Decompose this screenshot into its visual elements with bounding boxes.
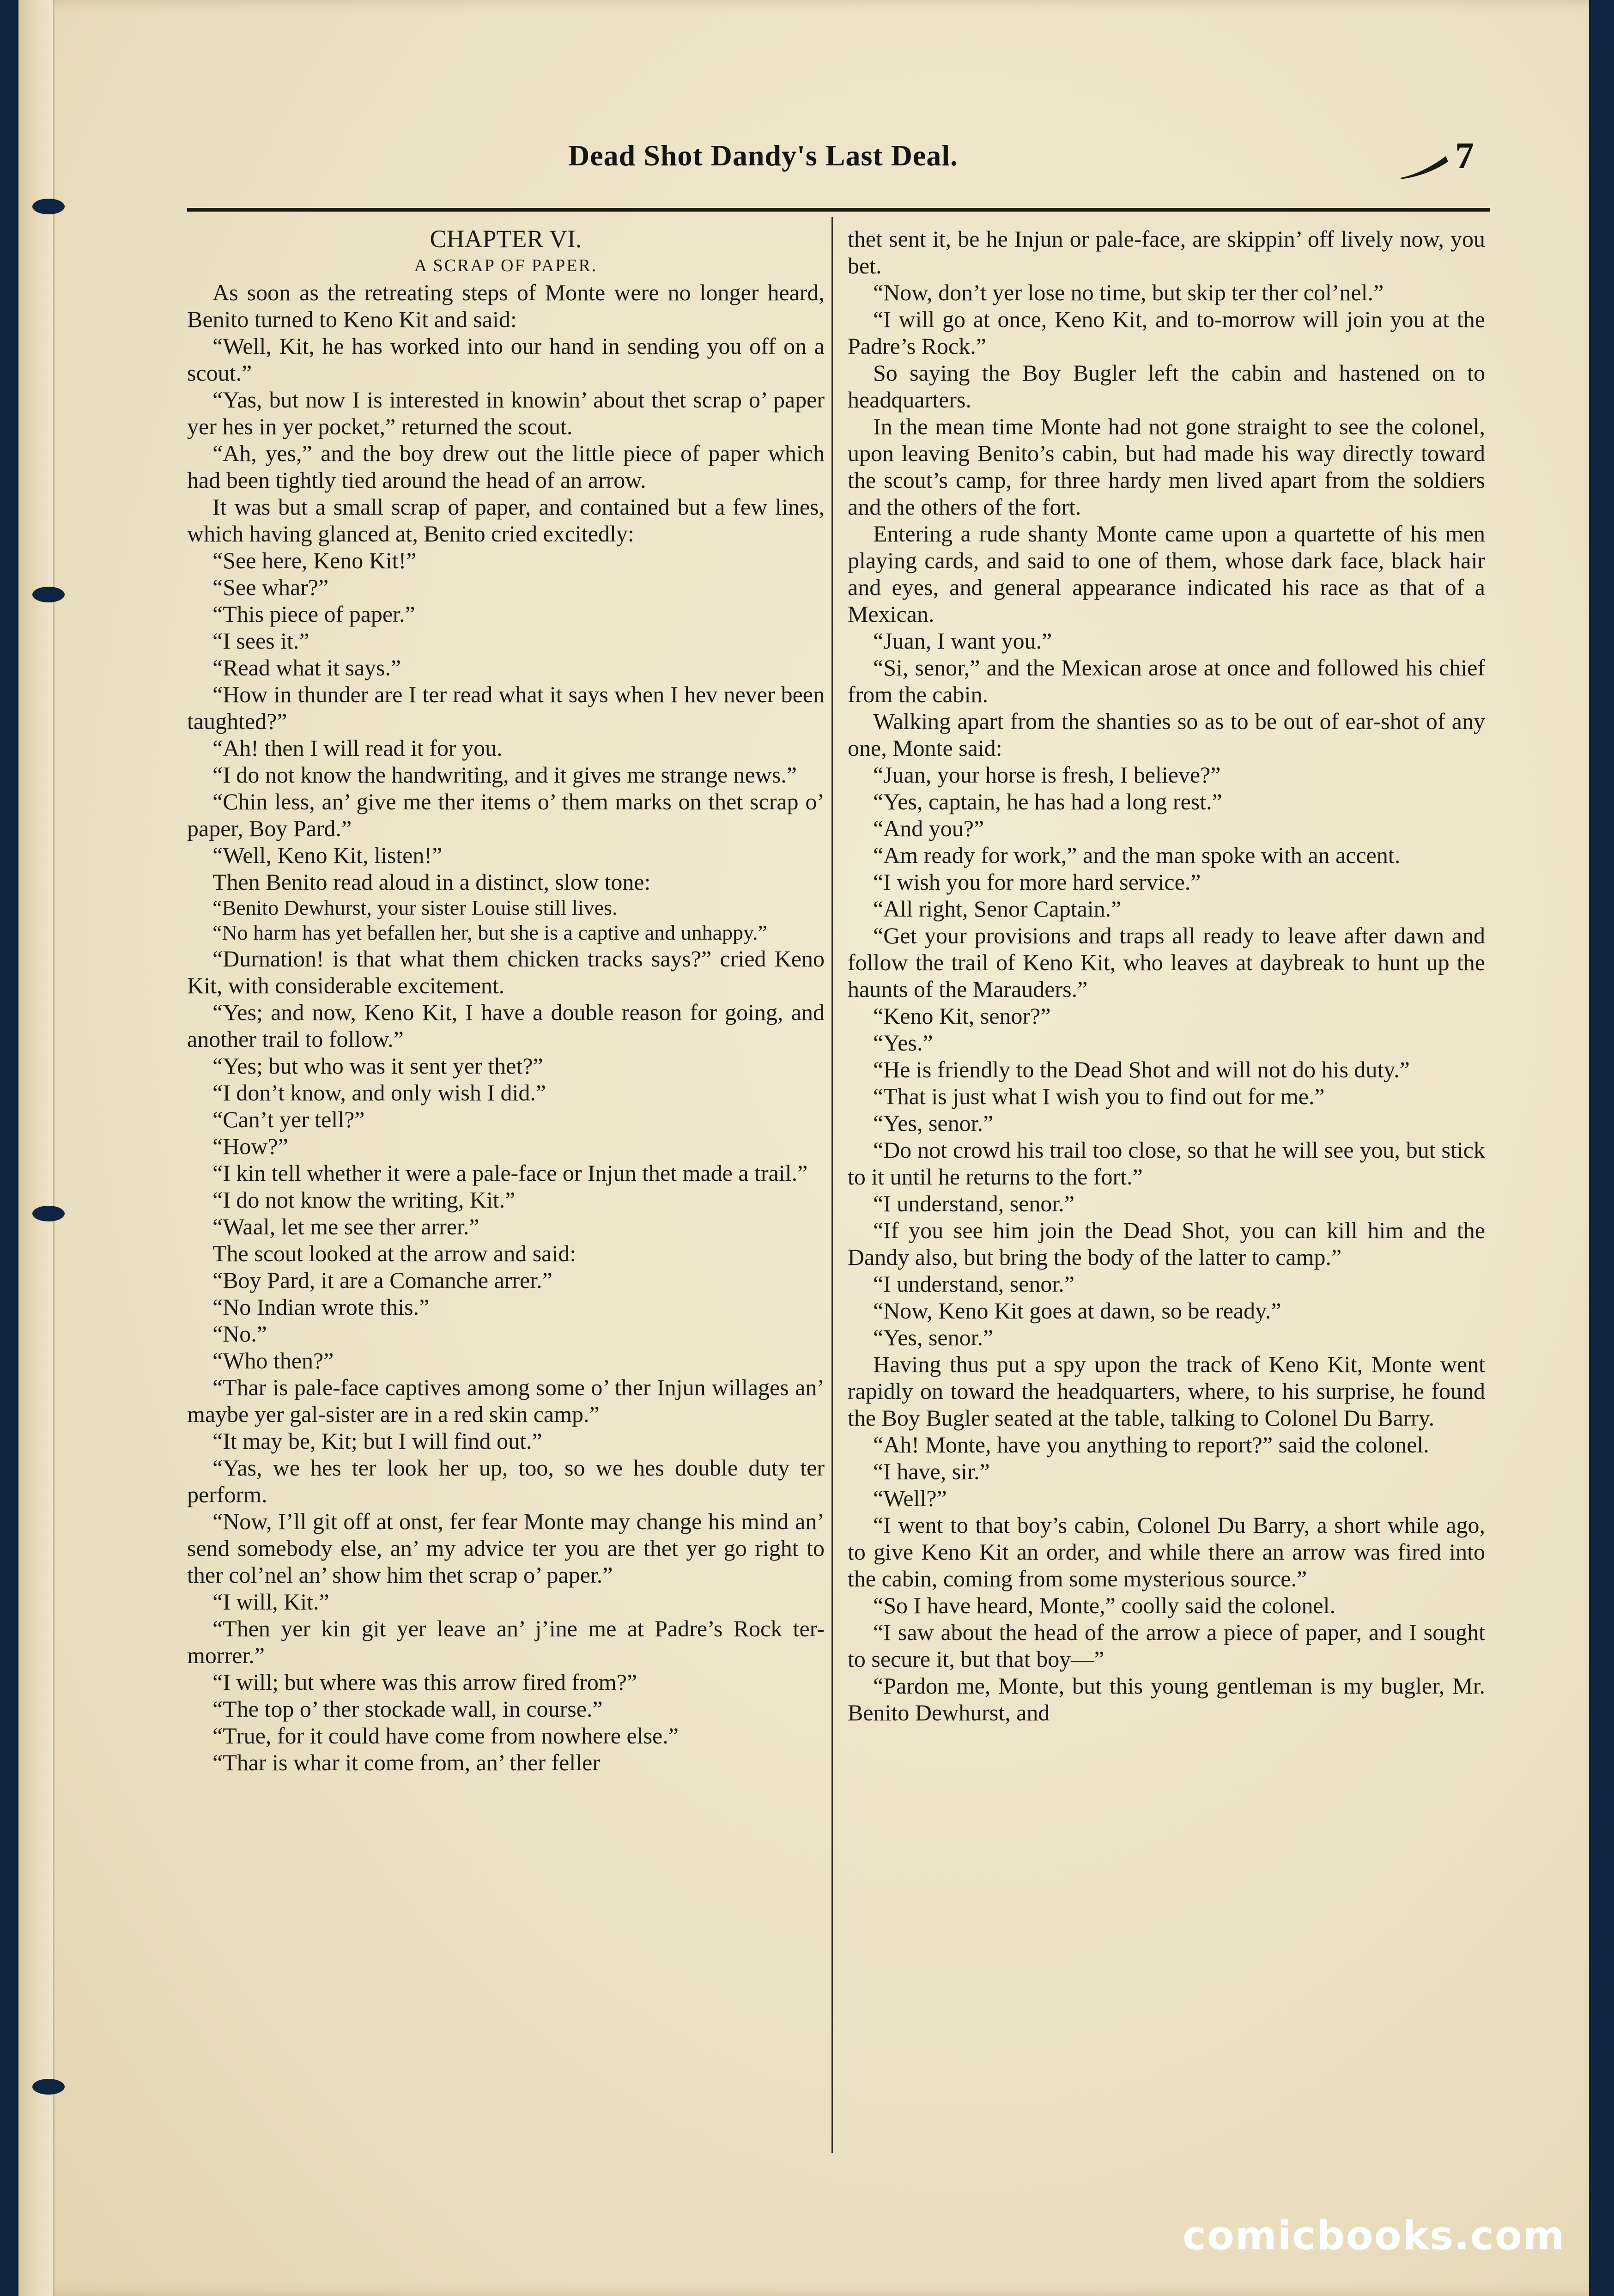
text-paragraph: thet sent it, be he Injun or pale-face, are skippin’ off lively now, you bet.	[848, 226, 1485, 279]
text-paragraph: “Thar is whar it come from, an’ ther feller	[212, 1749, 600, 1775]
text-paragraph: “Do not crowd his trail too close, so that he will see you, but stick to it until he returns to the fort.”	[848, 1137, 1485, 1190]
text-paragraph: “Can’t yer tell?”	[212, 1106, 365, 1132]
text-paragraph: “Thar is pale-face captives among some o’ ther Injun willages an’ maybe yer gal-sister are in a red skin camp.”	[187, 1374, 825, 1427]
text-paragraph: “Ah! then I will read it for you.	[212, 735, 503, 761]
text-paragraph: “Yas, but now I is interested in knowin’ about thet scrap o’ paper yer hes in yer pocket,” returned the scout.	[187, 387, 825, 439]
text-paragraph: “I do not know the writing, Kit.”	[212, 1187, 516, 1213]
text-paragraph: “Who then?”	[212, 1348, 334, 1373]
text-paragraph: “Ah, yes,” and the boy drew out the little piece of paper which had been tightly tied around the head of an arrow.	[187, 440, 825, 493]
text-paragraph: “True, for it could have come from nowhere else.”	[212, 1723, 679, 1749]
text-paragraph: “I do not know the handwriting, and it gives me strange news.”	[212, 762, 797, 788]
text-paragraph: “Well, Kit, he has worked into our hand in sending you off on a scout.”	[187, 333, 825, 386]
text-paragraph: “I understand, senor.”	[873, 1271, 1074, 1297]
text-paragraph: “He is friendly to the Dead Shot and will not do his duty.”	[873, 1057, 1410, 1082]
text-paragraph: “I will, Kit.”	[212, 1589, 329, 1615]
text-paragraph: “Waal, let me see ther arrer.”	[212, 1214, 479, 1239]
stitch-hole	[32, 1206, 65, 1221]
text-paragraph: The scout looked at the arrow and said:	[212, 1240, 576, 1266]
text-paragraph: “Am ready for work,” and the man spoke with an accent.	[873, 842, 1401, 868]
page-binding-edge	[18, 0, 55, 2296]
text-paragraph: “Juan, your horse is fresh, I believe?”	[873, 762, 1221, 788]
text-paragraph: “So I have heard, Monte,” coolly said the colonel.	[873, 1592, 1336, 1618]
text-paragraph: Having thus put a spy upon the track of Keno Kit, Monte went rapidly on toward the headquarters, where, to his surprise, he found the Boy Bugler seated at the table, talking to Colonel Du Barry.	[848, 1351, 1485, 1431]
text-paragraph: “I went to that boy’s cabin, Colonel Du Barry, a short while ago, to give Keno Kit an order, and while there an arrow was fired into the cabin, coming from some mysterious source.”	[848, 1512, 1485, 1591]
text-paragraph: “Yes, captain, he has had a long rest.”	[873, 789, 1222, 814]
left-text-column	[187, 225, 825, 1776]
text-paragraph: “I don’t know, and only wish I did.”	[212, 1080, 546, 1105]
text-paragraph: “Get your provisions and traps all ready to leave after dawn and follow the trail of Keno Kit, who leaves at daybreak to hunt up the haunts of the Marauders.”	[848, 923, 1485, 1002]
text-paragraph: “Ah! Monte, have you anything to report?” said the colonel.	[873, 1432, 1429, 1458]
text-paragraph: “This piece of paper.”	[212, 601, 415, 627]
ornament-flourish-icon	[1400, 152, 1450, 180]
stitch-hole	[32, 587, 65, 602]
stitch-hole	[32, 199, 65, 214]
text-paragraph: “I have, sir.”	[873, 1458, 990, 1484]
text-paragraph: “Now, I’ll git off at onst, fer fear Monte may change his mind an’ send somebody else, an’ my advice ter you are thet yer go right to ther col’nel an’ show him thet scrap o’ paper.”	[187, 1508, 825, 1588]
text-paragraph: “How in thunder are I ter read what it says when I hev never been taughted?”	[187, 681, 825, 734]
text-paragraph: “See whar?”	[212, 574, 329, 600]
chapter-subtitle: A SCRAP OF PAPER.	[414, 256, 598, 275]
text-paragraph: Walking apart from the shanties so as to be out of ear-shot of any one, Monte said:	[848, 708, 1485, 761]
text-paragraph: “I understand, senor.”	[873, 1191, 1074, 1216]
text-paragraph: “Pardon me, Monte, but this young gentleman is my bugler, Mr. Benito Dewhurst, and	[848, 1673, 1485, 1725]
stitch-hole	[32, 2079, 65, 2095]
text-paragraph: “I sees it.”	[212, 628, 309, 654]
text-paragraph: “Yes; and now, Keno Kit, I have a double reason for going, and another trail to follow.”	[187, 999, 825, 1052]
text-paragraph: “Si, senor,” and the Mexican arose at once and followed his chief from the cabin.	[848, 655, 1485, 707]
text-paragraph: “Yes, senor.”	[873, 1110, 994, 1136]
text-paragraph: “See here, Keno Kit!”	[212, 547, 417, 573]
text-paragraph: “All right, Senor Captain.”	[873, 896, 1122, 922]
text-paragraph: “I kin tell whether it were a pale-face or Injun thet made a trail.”	[212, 1160, 808, 1186]
text-paragraph: “Then yer kin git yer leave an’ j’ine me at Padre’s Rock ter-morrer.”	[187, 1616, 825, 1668]
text-paragraph: “I will; but where was this arrow fired from?”	[212, 1669, 637, 1695]
text-paragraph: “Durnation! is that what them chicken tracks says?” cried Keno Kit, with considerable excitement.	[187, 946, 825, 998]
text-paragraph: “Well?”	[873, 1485, 947, 1511]
text-paragraph: “Read what it says.”	[212, 655, 401, 680]
text-paragraph: Then Benito read aloud in a distinct, slow tone:	[212, 869, 651, 895]
text-paragraph: “Yas, we hes ter look her up, too, so we hes double duty ter perform.	[187, 1455, 825, 1507]
text-paragraph: Entering a rude shanty Monte came upon a quartette of his men playing cards, and said to one of them, whose dark face, black hair and eyes, and general appearance indicated his race as that of a Mexican.	[848, 521, 1485, 627]
text-paragraph: “Well, Keno Kit, listen!”	[212, 842, 443, 868]
text-paragraph: “Keno Kit, senor?”	[873, 1003, 1051, 1029]
column-divider	[831, 217, 833, 2153]
text-paragraph: “Boy Pard, it are a Comanche arrer.”	[212, 1267, 552, 1293]
text-paragraph: “I will go at once, Keno Kit, and to-morrow will join you at the Padre’s Rock.”	[848, 306, 1485, 359]
text-paragraph: “Benito Dewhurst, your sister Louise still lives.	[212, 896, 618, 919]
text-paragraph: “Juan, I want you.”	[873, 628, 1052, 654]
text-paragraph: “It may be, Kit; but I will find out.”	[212, 1428, 542, 1454]
header-rule	[187, 208, 1490, 212]
text-paragraph: “How?”	[212, 1133, 288, 1159]
text-paragraph: As soon as the retreating steps of Monte were no longer heard, Benito turned to Keno Kit and said:	[187, 279, 825, 332]
text-paragraph: “Yes.”	[873, 1030, 933, 1056]
text-paragraph: In the mean time Monte had not gone straight to see the colonel, upon leaving Benito’s cabin, but had made his way directly toward the scout’s camp, for three hardy men lived apart from the soldiers and the others of the fort.	[848, 413, 1485, 520]
text-paragraph: “I saw about the head of the arrow a piece of paper, and I sought to secure it, but that boy—”	[848, 1619, 1485, 1672]
page-number: 7	[1455, 134, 1474, 176]
text-paragraph: “The top o’ ther stockade wall, in course.”	[212, 1696, 603, 1722]
text-paragraph: “No.”	[212, 1321, 267, 1347]
text-paragraph: “Now, Keno Kit goes at dawn, so be ready.”	[873, 1298, 1281, 1324]
text-paragraph: “That is just what I wish you to find out for me.”	[873, 1083, 1325, 1109]
text-paragraph: “Yes; but who was it sent yer thet?”	[212, 1053, 543, 1079]
text-paragraph: “Now, don’t yer lose no time, but skip ter ther col’nel.”	[873, 279, 1384, 305]
chapter-title: CHAPTER VI.	[430, 225, 582, 253]
text-paragraph: “Chin less, an’ give me ther items o’ them marks on thet scrap o’ paper, Boy Pard.”	[187, 789, 825, 841]
text-paragraph: It was but a small scrap of paper, and contained but a few lines, which having glanced at, Benito cried excitedly:	[187, 494, 825, 547]
text-paragraph: “I wish you for more hard service.”	[873, 869, 1201, 895]
text-paragraph: “No harm has yet befallen her, but she is a captive and unhappy.”	[212, 921, 767, 944]
running-title: Dead Shot Dandy's Last Deal.	[568, 139, 959, 172]
right-text-column	[848, 225, 1485, 1726]
text-paragraph: “If you see him join the Dead Shot, you can kill him and the Dandy also, but bring the body of the latter to camp.”	[848, 1217, 1485, 1270]
text-paragraph: So saying the Boy Bugler left the cabin and hastened on to headquarters.	[848, 360, 1485, 413]
text-paragraph: “No Indian wrote this.”	[212, 1294, 430, 1320]
text-paragraph: “And you?”	[873, 815, 984, 841]
watermark-text: comicbooks.com	[1183, 2213, 1565, 2259]
text-paragraph: “Yes, senor.”	[873, 1324, 994, 1350]
